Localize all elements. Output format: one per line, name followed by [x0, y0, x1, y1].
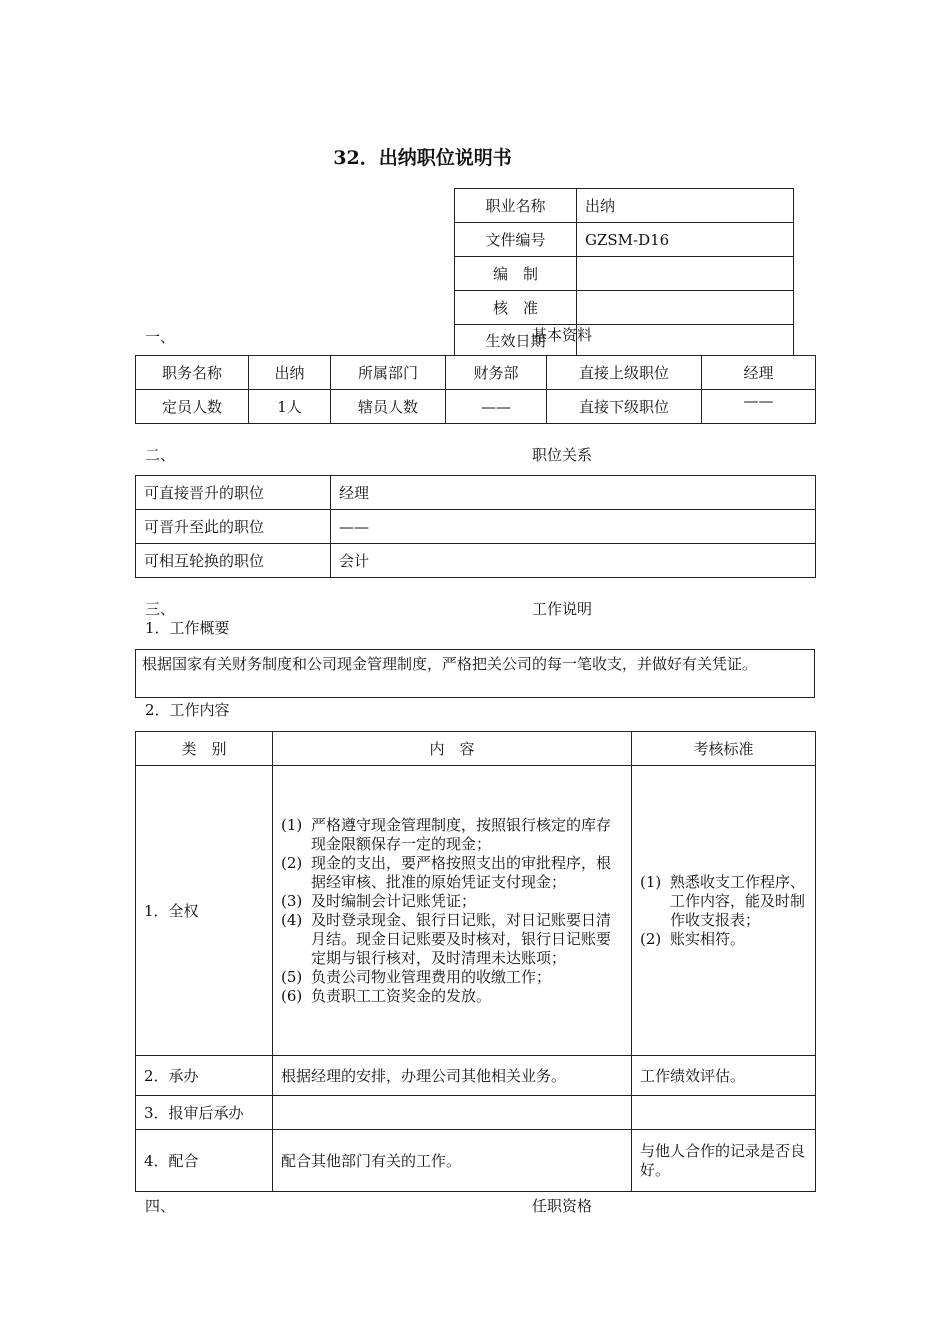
- content-heading: 2．工作内容: [145, 701, 230, 719]
- basic-cell: 1人: [249, 390, 331, 424]
- row-content: 根据经理的安排，办理公司其他相关业务。: [273, 1056, 632, 1096]
- row-category: 2．承办: [136, 1056, 273, 1096]
- doc-info-value: [577, 257, 794, 291]
- section-1-title: 基本资料: [532, 326, 593, 344]
- content-list: [281, 816, 623, 1006]
- column-header-content: 内 容: [273, 732, 632, 766]
- basic-cell: 出纳: [249, 356, 331, 390]
- list-item: (4) 及时登录现金、银行日记账，对日记账要日清月结。现金日记账要及时核对，银行日记账要定期与银行核对，及时清理未达账项；: [281, 910, 612, 967]
- list-item: (5) 负责公司物业管理费用的收缴工作；: [281, 967, 552, 986]
- basic-info-table: [135, 355, 816, 424]
- basic-cell: 直接下级职位: [547, 390, 702, 424]
- basic-cell: 财务部: [446, 356, 547, 390]
- row-category: 1．全权: [136, 766, 273, 1056]
- basic-cell: 所属部门: [331, 356, 446, 390]
- section-2-title: 职位关系: [532, 446, 593, 464]
- work-content-table: [135, 731, 816, 1192]
- row-standard: [632, 1096, 816, 1130]
- column-header-standard: 考核标准: [632, 732, 816, 766]
- list-item: (2) 账实相符。: [640, 929, 746, 948]
- overview-heading: 1．工作概要: [145, 619, 230, 637]
- relation-label: 可直接晋升的职位: [136, 476, 331, 510]
- doc-info-label: 文件编号: [455, 223, 577, 257]
- list-item: (1) 严格遵守现金管理制度，按照银行核定的库存现金限额保存一定的现金；: [281, 815, 612, 853]
- doc-info-value: [577, 325, 794, 356]
- relation-value: 会计: [331, 544, 816, 578]
- row-standard: [632, 766, 816, 1056]
- basic-cell: 直接上级职位: [547, 356, 702, 390]
- row-category: 4．配合: [136, 1130, 273, 1192]
- basic-cell: 定员人数: [136, 390, 249, 424]
- list-item: (2) 现金的支出，要严格按照支出的审批程序，根据经审核、批准的原始凭证支付现金；: [281, 853, 612, 891]
- relations-table: [135, 475, 816, 578]
- section-3-title: 工作说明: [532, 600, 593, 618]
- row-category: 3．报审后承办: [136, 1096, 273, 1130]
- row-content: [273, 766, 632, 1056]
- doc-info-value: [577, 291, 794, 325]
- relation-value: 经理: [331, 476, 816, 510]
- row-content: [273, 1096, 632, 1130]
- list-item: (6) 负责职工工资奖金的发放。: [281, 986, 492, 1005]
- page-title: 32．出纳职位说明书: [333, 147, 512, 169]
- section-4-number: 四、: [145, 1197, 176, 1215]
- list-item: (1) 熟悉收支工作程序、工作内容，能及时制作收支报表；: [640, 872, 806, 929]
- doc-info-label: 职业名称: [455, 189, 577, 223]
- basic-cell: 辖员人数: [331, 390, 446, 424]
- relation-label: 可晋升至此的职位: [136, 510, 331, 544]
- section-2-number: 二、: [145, 446, 176, 464]
- list-item: (3) 及时编制会计记账凭证；: [281, 891, 477, 910]
- doc-info-value: GZSM-D16: [577, 223, 794, 257]
- basic-cell: ——: [446, 390, 547, 424]
- section-3-number: 三、: [145, 600, 176, 618]
- row-standard: 与他人合作的记录是否良好。: [632, 1130, 816, 1192]
- doc-info-label: 编 制: [455, 257, 577, 291]
- overview-text: 根据国家有关财务制度和公司现金管理制度，严格把关公司的每一笔收支，并做好有关凭证。: [135, 649, 815, 698]
- doc-info-label: 核 准: [455, 291, 577, 325]
- column-header-category: 类 别: [136, 732, 273, 766]
- standard-list: [640, 873, 807, 949]
- row-standard: 工作绩效评估。: [632, 1056, 816, 1096]
- section-4-title: 任职资格: [532, 1197, 593, 1215]
- doc-info-value: 出纳: [577, 189, 794, 223]
- doc-info-label: 生效日期: [455, 325, 577, 356]
- doc-info-table: [454, 188, 794, 356]
- basic-cell: 经理: [702, 356, 816, 390]
- basic-cell: 职务名称: [136, 356, 249, 390]
- relation-value: ——: [331, 510, 816, 544]
- relation-label: 可相互轮换的职位: [136, 544, 331, 578]
- row-content: 配合其他部门有关的工作。: [273, 1130, 632, 1192]
- section-1-number: 一、: [145, 328, 176, 346]
- basic-cell: ——: [702, 390, 816, 424]
